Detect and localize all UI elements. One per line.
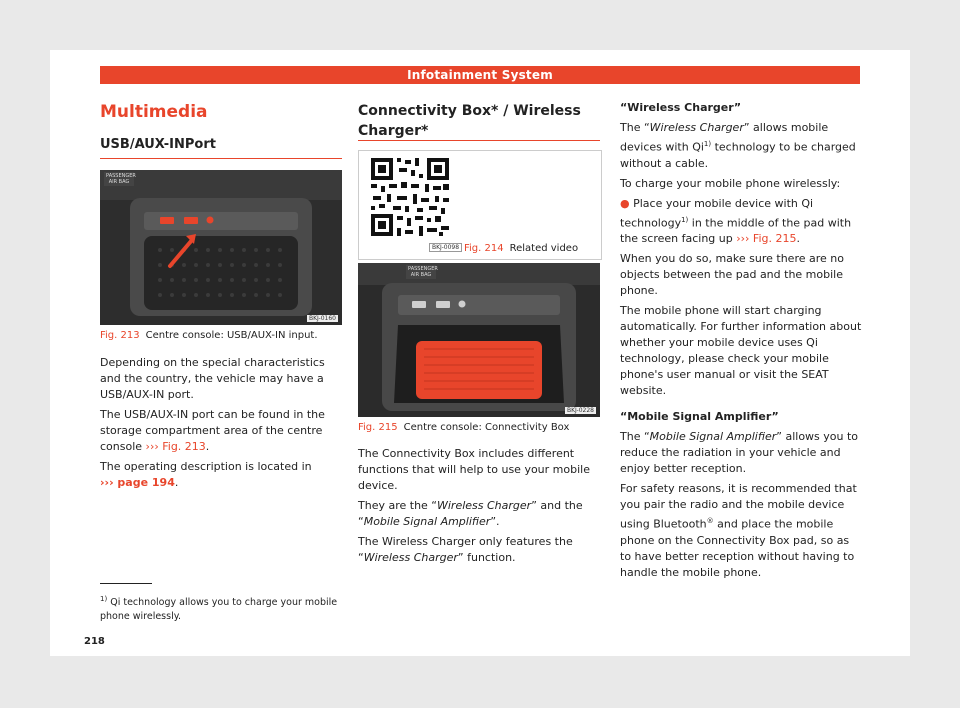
fig215-link[interactable]: ››› Fig. 215 (736, 232, 797, 246)
fig213-photo (100, 170, 342, 325)
right-para-1-c: ” allows mobile devices with Qi (620, 121, 829, 154)
qr-code-icon[interactable] (369, 156, 451, 252)
left-body (100, 355, 343, 495)
fig215-text: Centre console: Connectivity Box (403, 422, 570, 433)
left-para-2 (100, 407, 343, 455)
console-usb-illustration (100, 170, 342, 325)
right-para-6 (620, 481, 862, 581)
right-para-1-a: The “ (620, 121, 650, 134)
right-bullet-a: Place your mobile device with Qi technology (620, 196, 814, 230)
footnote-mark: 1) (100, 595, 108, 603)
middle-para-3 (358, 534, 601, 566)
left-para-3-end: . (174, 476, 179, 489)
footnote-rule (100, 583, 152, 584)
right-para-1-b: Wireless Charger (649, 121, 744, 134)
middle-para-3-c: ” function. (457, 551, 516, 564)
right-para-5-c: ” allows you to reduce the radiation in your vehicle and enjoy better reception. (620, 430, 859, 476)
right-bullet-c: . (796, 232, 800, 246)
connectivity-heading: Connectivity Box* / Wireless Charger* (358, 103, 581, 139)
right-para-5-a: The “ (620, 430, 650, 444)
left-para-2-end: . (205, 440, 210, 453)
middle-para-2-c: ” and the “ (358, 499, 583, 528)
airbag-label: PASSENGER AIR BAG (106, 173, 136, 185)
right-para-6-a: For safety reasons, it is recommended that you pair the radio and the mobile device using Bluetooth (620, 482, 857, 531)
fig215-number: Fig. 215 (358, 422, 398, 433)
fig214-caption (464, 243, 578, 254)
right-para-5 (620, 429, 862, 477)
right-para-6-sup: ® (706, 517, 714, 526)
right-para-5-b: Mobile Signal Amplifier (649, 430, 777, 444)
fig214-number: Fig. 214 (464, 243, 504, 254)
fig213-link[interactable]: ››› Fig. 213 (145, 440, 206, 453)
right-bullet-sup: 1) (681, 215, 689, 224)
middle-para-2 (358, 498, 601, 530)
right-para-1 (620, 120, 862, 172)
fig215-caption (358, 422, 569, 433)
fig213-code: BKJ-0160 (308, 315, 336, 322)
fig214-code: BKJ-0098 (429, 243, 462, 252)
left-para-3 (100, 459, 343, 491)
footnote (100, 592, 343, 624)
right-para-1-d: technology to be charged without a cable. (620, 140, 856, 170)
fig214-text: Related video (509, 243, 579, 254)
middle-para-2-e: ”. (490, 515, 500, 528)
page-number: 218 (84, 636, 105, 647)
fig215-airbag-label: PASSENGER AIR BAG (408, 266, 438, 278)
left-para-3-text: The operating description is located in (100, 460, 312, 473)
right-para-4: The mobile phone will start charging automatically. For further information about whether your mobile device uses Qi technology, please check your mobile phone's user manual or visit the SEAT website. (620, 304, 862, 398)
section-header: Infotainment System (100, 66, 860, 84)
right-body (620, 100, 862, 585)
middle-para-2-d: Mobile Signal Amplifier (363, 515, 491, 528)
left-para-2-text: The USB/AUX-IN port can be found in the storage compartment area of the centre console (100, 408, 325, 453)
heading-rule (100, 158, 342, 159)
wireless-charger-subheading: “Wireless Charger” (620, 101, 742, 114)
connectivity-box-illustration (358, 263, 600, 417)
middle-para-1: The Connectivity Box includes different functions that will help to use your mobile device. (358, 447, 590, 492)
fig215-code: BKJ-0228 (566, 407, 594, 414)
fig213-caption (100, 330, 318, 341)
right-para-6-b: and place the mobile phone on the Connectivity Box pad, so as to have better reception without having to handle the mobile phone. (620, 517, 855, 579)
right-para-2: To charge your mobile phone wirelessly: (620, 176, 841, 190)
bullet-icon: ● (620, 196, 630, 210)
right-bullet (620, 196, 862, 248)
right-para-3: When you do so, make sure there are no objects between the pad and the mobile phone. (620, 252, 844, 298)
right-bullet-b: in the middle of the pad with the screen facing up (620, 216, 852, 246)
middle-para-3-a: The Wireless Charger only features the “ (358, 535, 573, 564)
footnote-text: Qi technology allows you to charge your mobile phone wirelessly. (100, 597, 338, 623)
fig213-number: Fig. 213 (100, 330, 140, 341)
middle-para-2-a: They are the “ (358, 499, 437, 512)
fig213-text: Centre console: USB/AUX-IN input. (145, 330, 318, 341)
page194-link[interactable]: ››› page 194 (100, 476, 175, 489)
fig214-box (358, 150, 602, 260)
fig215-photo (358, 263, 600, 417)
left-para-1: Depending on the special characteristics and the country, the vehicle may have a USB/AUX-IN port. (100, 356, 325, 401)
chapter-heading: Multimedia (100, 102, 208, 122)
section-heading: USB/AUX-INPort (100, 137, 216, 152)
middle-para-2-b: Wireless Charger (437, 499, 532, 512)
middle-body (358, 446, 601, 570)
connectivity-rule (358, 140, 600, 141)
middle-para-3-b: Wireless Charger (363, 551, 458, 564)
signal-amplifier-subheading: “Mobile Signal Amplifier” (620, 410, 779, 424)
right-para-1-sup: 1) (703, 140, 712, 148)
